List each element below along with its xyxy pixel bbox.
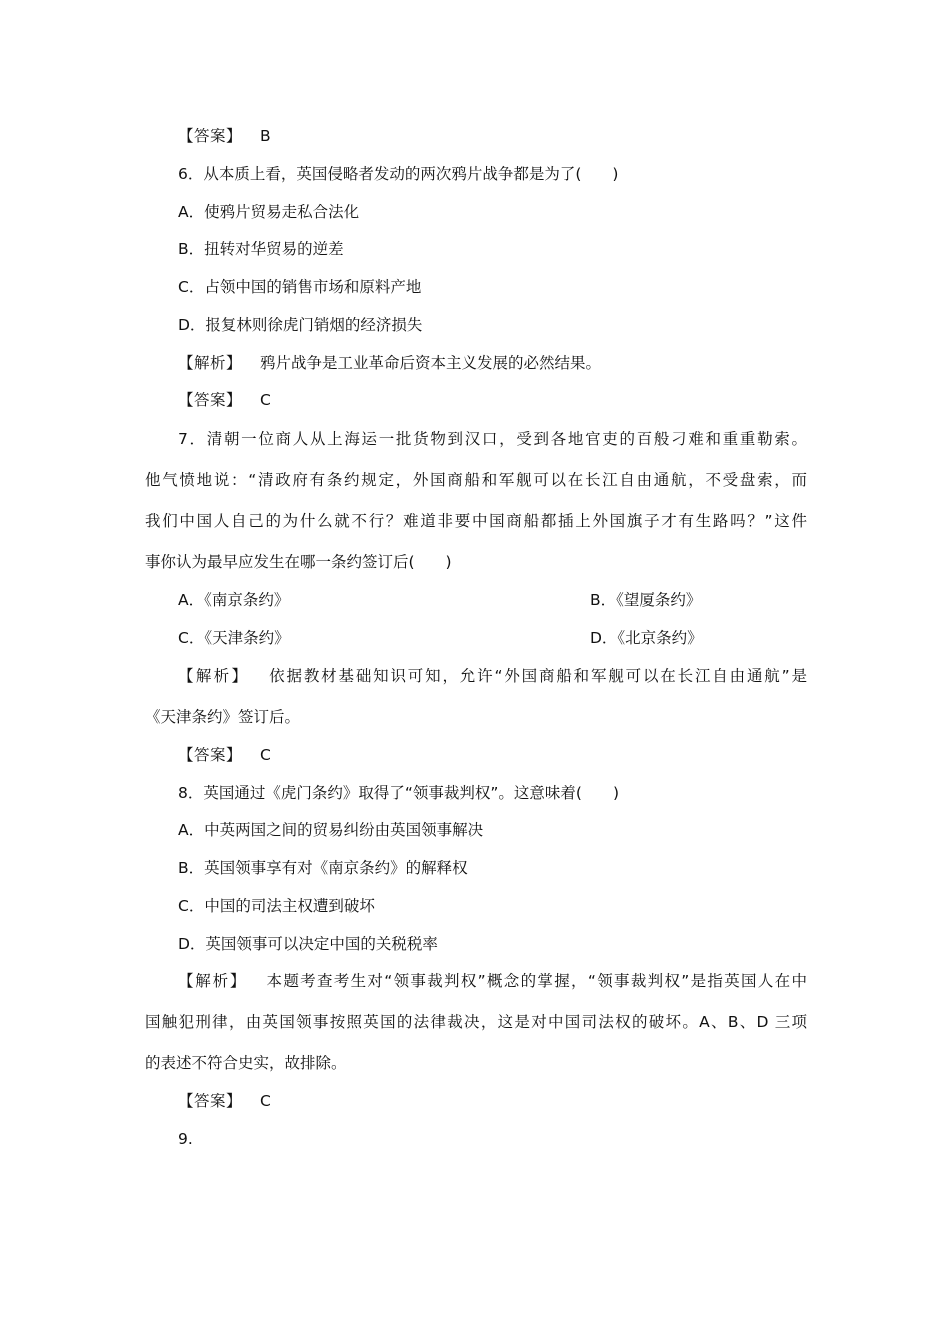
question-8-option-a: A．中英两国之间的贸易纠纷由英国领事解决: [178, 821, 484, 839]
answer-value: C: [260, 746, 271, 764]
question-6-option-c: C．占领中国的销售市场和原料产地: [178, 278, 422, 296]
question-9-stem: 9.: [178, 1130, 193, 1148]
question-7-analysis-line-1: [178, 666, 807, 686]
question-7-option-a: A．《南京条约》: [178, 591, 290, 609]
question-6-stem: 6．从本质上看，英国侵略者发动的两次鸦片战争都是为了( ): [178, 165, 619, 183]
question-7-option-c: C．《天津条约》: [178, 629, 290, 647]
question-8-analysis-line-2: 国触犯刑律，由英国领事按照英国的法律裁决，这是对中国司法权的破坏。A、B、D 三项: [145, 1013, 807, 1031]
question-7-answer: [178, 745, 271, 765]
question-7-stem-line-3: 我们中国人自己的为什么就不行？难道非要中国商船都插上外国旗子才有生路吗？”这件: [145, 512, 807, 530]
analysis-text: 依据教材基础知识可知，允许“外国商船和军舰可以在长江自由通航”是: [267, 667, 807, 685]
answer-value: C: [260, 391, 271, 409]
question-8-answer: [178, 1091, 271, 1111]
question-8-option-b: B．英国领事享有对《南京条约》的解释权: [178, 859, 468, 877]
question-7-option-d: D．《北京条约》: [590, 629, 703, 647]
question-7-stem-line-1: 7．清朝一位商人从上海运一批货物到汉口，受到各地官吏的百般刁难和重重勒索。: [178, 430, 807, 448]
question-7-analysis-line-2: 《天津条约》签订后。: [145, 708, 301, 726]
answer-value: C: [260, 1092, 271, 1110]
question-8-analysis-line-3: 的表述不符合史实，故排除。: [145, 1054, 347, 1072]
question-7-stem-line-4: 事你认为最早应发生在哪一条约签订后( ): [145, 553, 452, 571]
answer-tag: 【答案】: [178, 746, 243, 764]
analysis-text: 本题考查考生对“领事裁判权”概念的掌握，“领事裁判权”是指英国人在中: [265, 972, 807, 990]
answer-line-q5: [178, 126, 271, 146]
question-6-analysis: [178, 353, 601, 373]
analysis-tag: 【解析】: [178, 667, 250, 685]
question-7-stem-line-2: 他气愤地说：“清政府有条约规定，外国商船和军舰可以在长江自由通航，不受盘索，而: [145, 471, 807, 489]
question-8-analysis-line-1: [178, 971, 807, 991]
question-6-option-a: A．使鸦片贸易走私合法化: [178, 203, 360, 221]
question-7-option-b: B．《望厦条约》: [590, 591, 702, 609]
question-6-option-b: B．扭转对华贸易的逆差: [178, 240, 344, 258]
analysis-tag: 【解析】: [178, 354, 243, 372]
question-8-stem: 8．英国通过《虎门条约》取得了“领事裁判权”。这意味着( ): [178, 784, 620, 802]
analysis-tag: 【解析】: [178, 972, 248, 990]
question-6-option-d: D．报复林则徐虎门销烟的经济损失: [178, 316, 423, 334]
question-6-answer: [178, 390, 271, 410]
question-8-option-c: C．中国的司法主权遭到破坏: [178, 897, 375, 915]
answer-tag: 【答案】: [178, 127, 243, 145]
answer-tag: 【答案】: [178, 1092, 243, 1110]
answer-value: B: [260, 127, 271, 145]
question-8-option-d: D．英国领事可以决定中国的关税税率: [178, 935, 438, 953]
analysis-text: 鸦片战争是工业革命后资本主义发展的必然结果。: [260, 354, 602, 372]
answer-tag: 【答案】: [178, 391, 243, 409]
